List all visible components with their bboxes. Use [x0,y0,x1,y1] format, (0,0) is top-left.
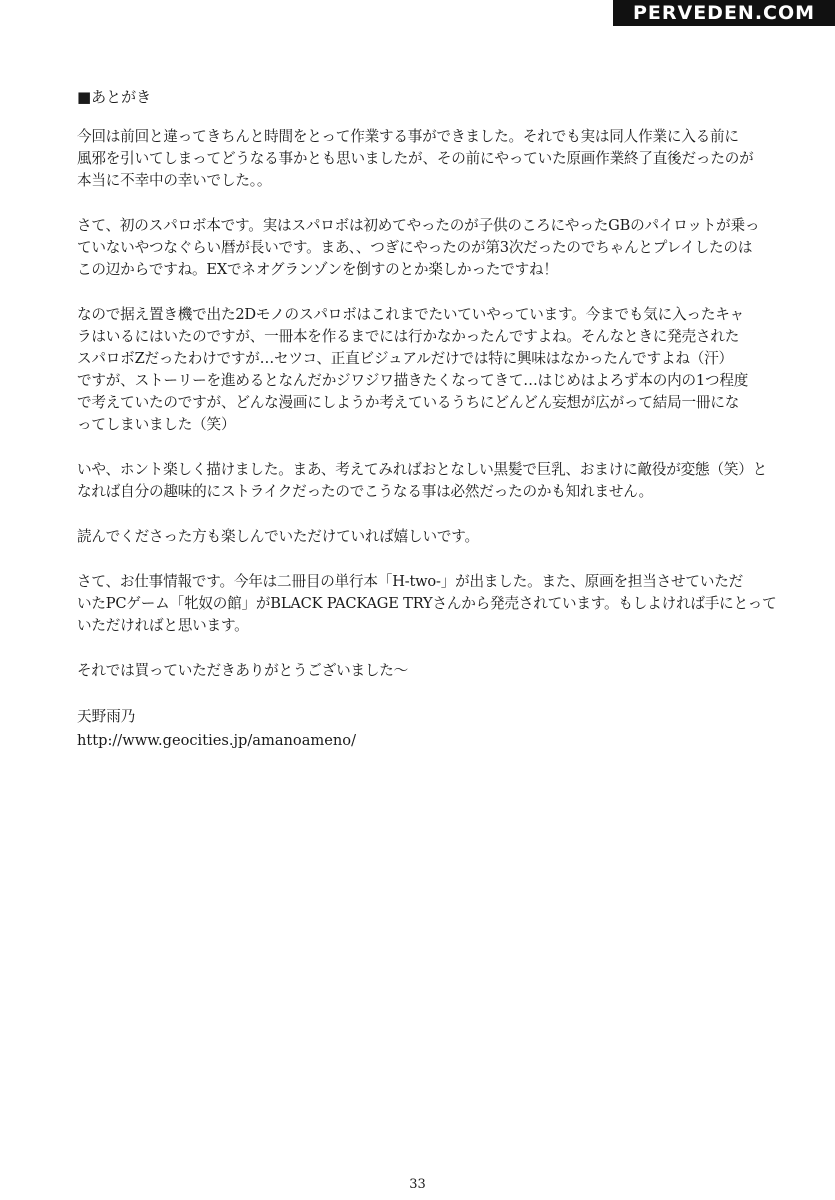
text-line: なので据え置き機で出た2Dモノのスパロボはこれまでたいていやっています。今までも気に入ったキャ [77,306,744,323]
paragraph [77,660,777,682]
text-line: 読んでくださった方も楽しんでいただけていれば嬉しいです。 [77,528,479,545]
text-line: ていないやつなぐらい暦が長いです。まあ、、つぎにやったのが第3次だったのでちゃんとプレイしたのは [77,239,753,256]
text-line: それでは買っていただきありがとうございました～ [77,662,409,679]
text-line: ラはいるにはいたのですが、一冊本を作るまでには行かなかったんですよね。そんなときに発売された [77,328,740,345]
text-line: いただければと思います。 [77,617,249,634]
afterword-body [77,86,777,753]
text-line: 本当に不幸中の幸いでした。。 [77,172,272,189]
author-name: 天野雨乃 [77,708,136,725]
page-number: 33 [409,1177,426,1192]
paragraph [77,126,777,192]
paragraph [77,215,777,281]
paragraph [77,571,777,637]
text-line: ってしまいました（笑） [77,416,236,433]
paragraph [77,459,777,503]
text-line: さて、初のスパロボ本です。実はスパロボは初めてやったのが子供のころにやったGBのパイロットが乗っ [77,217,760,234]
paragraph [77,526,777,548]
paragraph [77,304,777,436]
text-line: さて、お仕事情報です。今年は二冊目の単行本「H-two-」が出ました。また、原画を担当させていただ [77,573,744,590]
author-url: http://www.geocities.jp/amanoameno/ [77,732,356,749]
text-line: なれば自分の趣味的にストライクだったのでこうなる事は必然だったのかも知れません。 [77,483,653,500]
text-line: で考えていたのですが、どんな漫画にしようか考えているうちにどんどん妄想が広がって結局一冊にな [77,394,740,411]
afterword-heading: ■あとがき [77,88,152,106]
text-line: スパロボZだったわけですが…セツコ、正直ビジュアルだけでは特に興味はなかったんですよね（汗） [77,350,733,367]
text-line: いたPCゲーム「牝奴の館」がBLACK PACKAGE TRYさんから発売されています。もしよければ手にとって [77,595,777,612]
text-line: ですが、ストーリーを進めるとなんだかジワジワ描きたくなってきて…はじめはよろず本の内の1つ程度 [77,372,749,389]
text-line: この辺からですね。EXでネオグランゾンを倒すのとか楽しかったですね！ [77,261,558,278]
site-watermark: PERVEDEN.COM [613,0,835,26]
text-line: いや、ホント楽しく描けました。まあ、考えてみればおとなしい黒髪で巨乳、おまけに敵役が変態（笑）と [77,461,768,478]
signature-block [77,705,777,753]
text-line: 風邪を引いてしまってどうなる事かとも思いましたが、その前にやっていた原画作業終了直後だったのが [77,150,754,167]
text-line: 今回は前回と違ってきちんと時間をとって作業する事ができました。それでも実は同人作業に入る前に [77,128,739,145]
